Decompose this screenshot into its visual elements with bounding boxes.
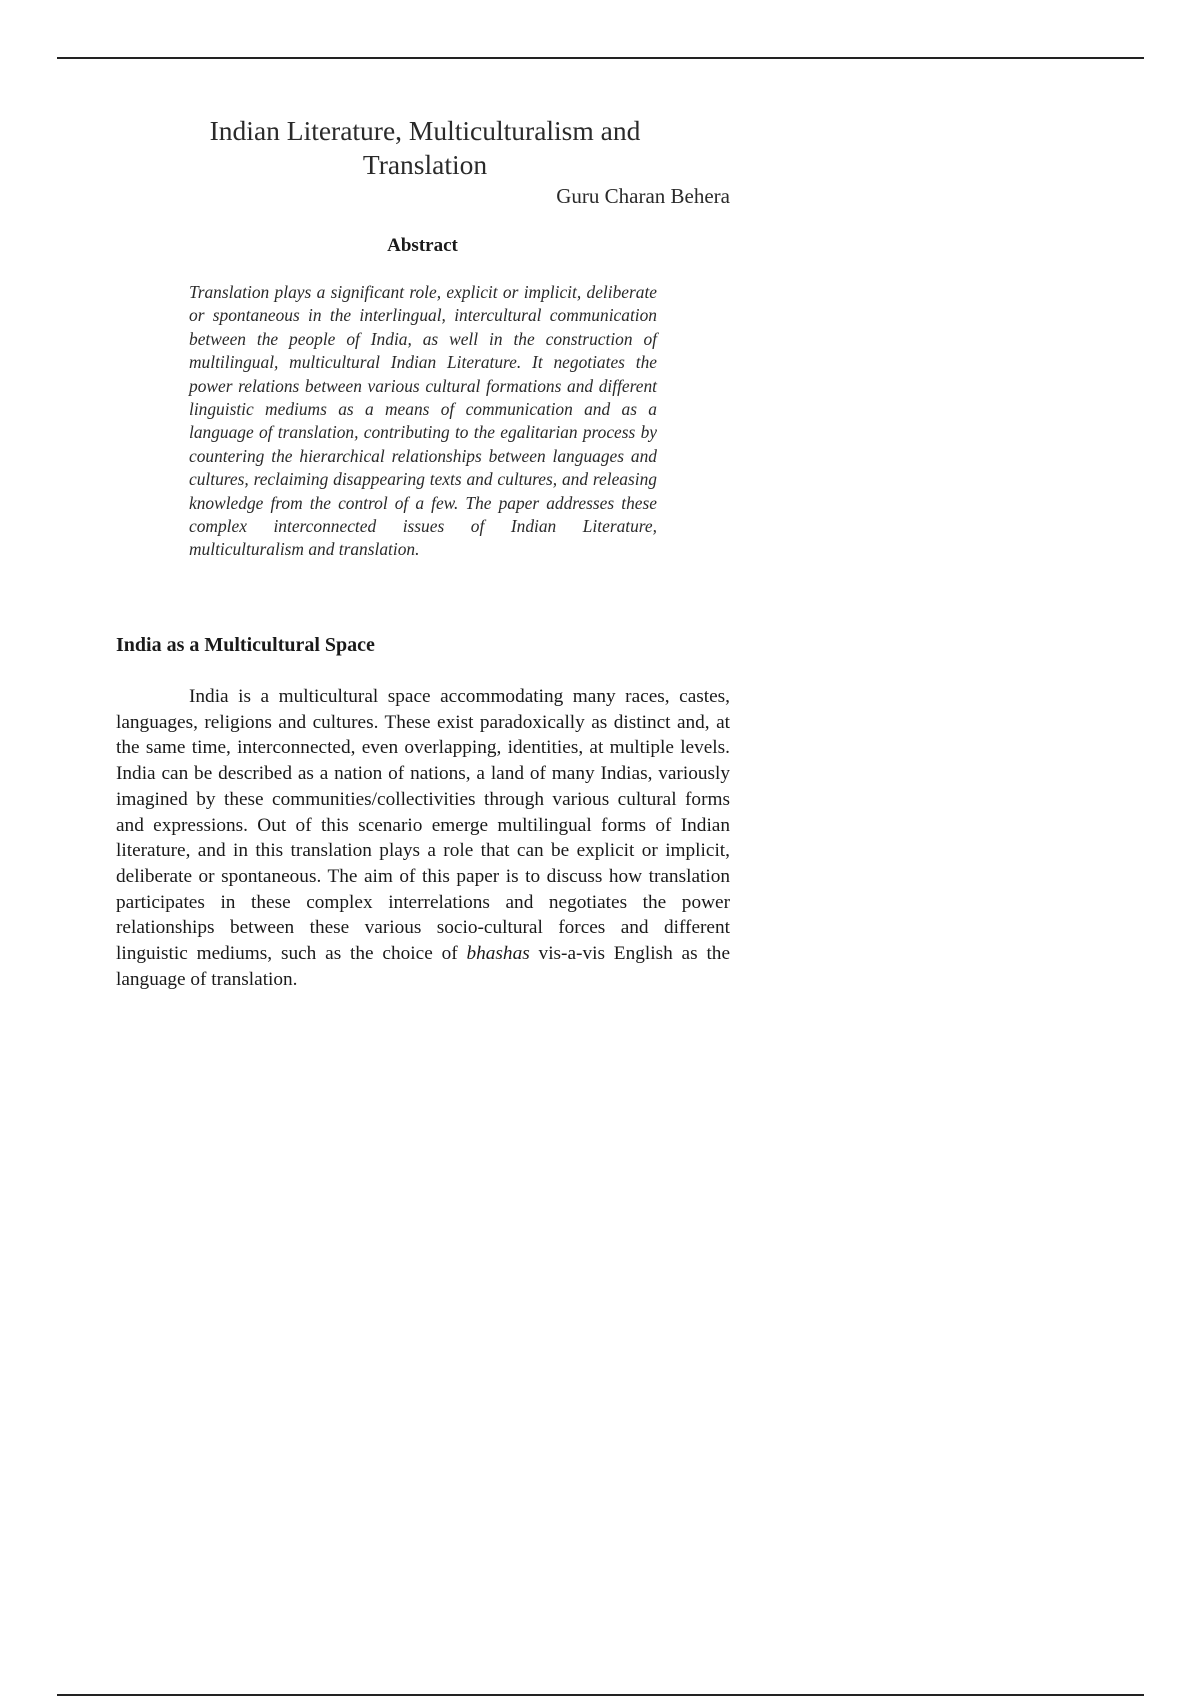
abstract-heading: Abstract [387,235,458,256]
author-name: Guru Charan Behera [556,184,730,208]
abstract-body: Translation plays a significant role, explicit or implicit, deliberate or spontaneous in the interlingual, intercultural communication between the people of India, as well in the construction of multilingual, multicultural Indian Literature. It negotiates the power relations between various cultural formations and different linguistic mediums as a means of communication and as a language of translation, contributing to the egalitarian process by countering the hierarchical relationships between languages and cultures, reclaiming disappearing texts and cultures, and releasing knowledge from the control of a few. The paper addresses these complex interconnected issues of Indian Literature, multiculturalism and translation. [189,282,657,560]
bottom-rule [57,1694,1144,1696]
paper-title: Indian Literature, Multiculturalism and Translation [209,115,641,180]
section-heading: India as a Multicultural Space [116,634,375,656]
top-rule [57,57,1144,59]
body-text-part1: India is a multicultural space accommodating many races, castes, languages, religions and cultures. These exist paradoxically as distinct and, at the same time, interconnected, even overlapping, identities, at multiple levels. India can be described as a nation of nations, a land of many Indias, variously imagined by these communities/collectivities through various cultural forms and expressions. Out of this scenario emerge multilingual forms of Indian literature, and in this translation plays a role that can be explicit or implicit, deliberate or spontaneous. The aim of this paper is to discuss how translation participates in these complex interrelations and negotiates the power relationships between these various socio-cultural forces and different linguistic mediums, such as the choice of [116,686,730,965]
body-text-part2: vis-a-vis English as the language of translation. [116,943,731,990]
italic-term: bhashas [466,943,530,965]
body-paragraph [116,684,730,992]
